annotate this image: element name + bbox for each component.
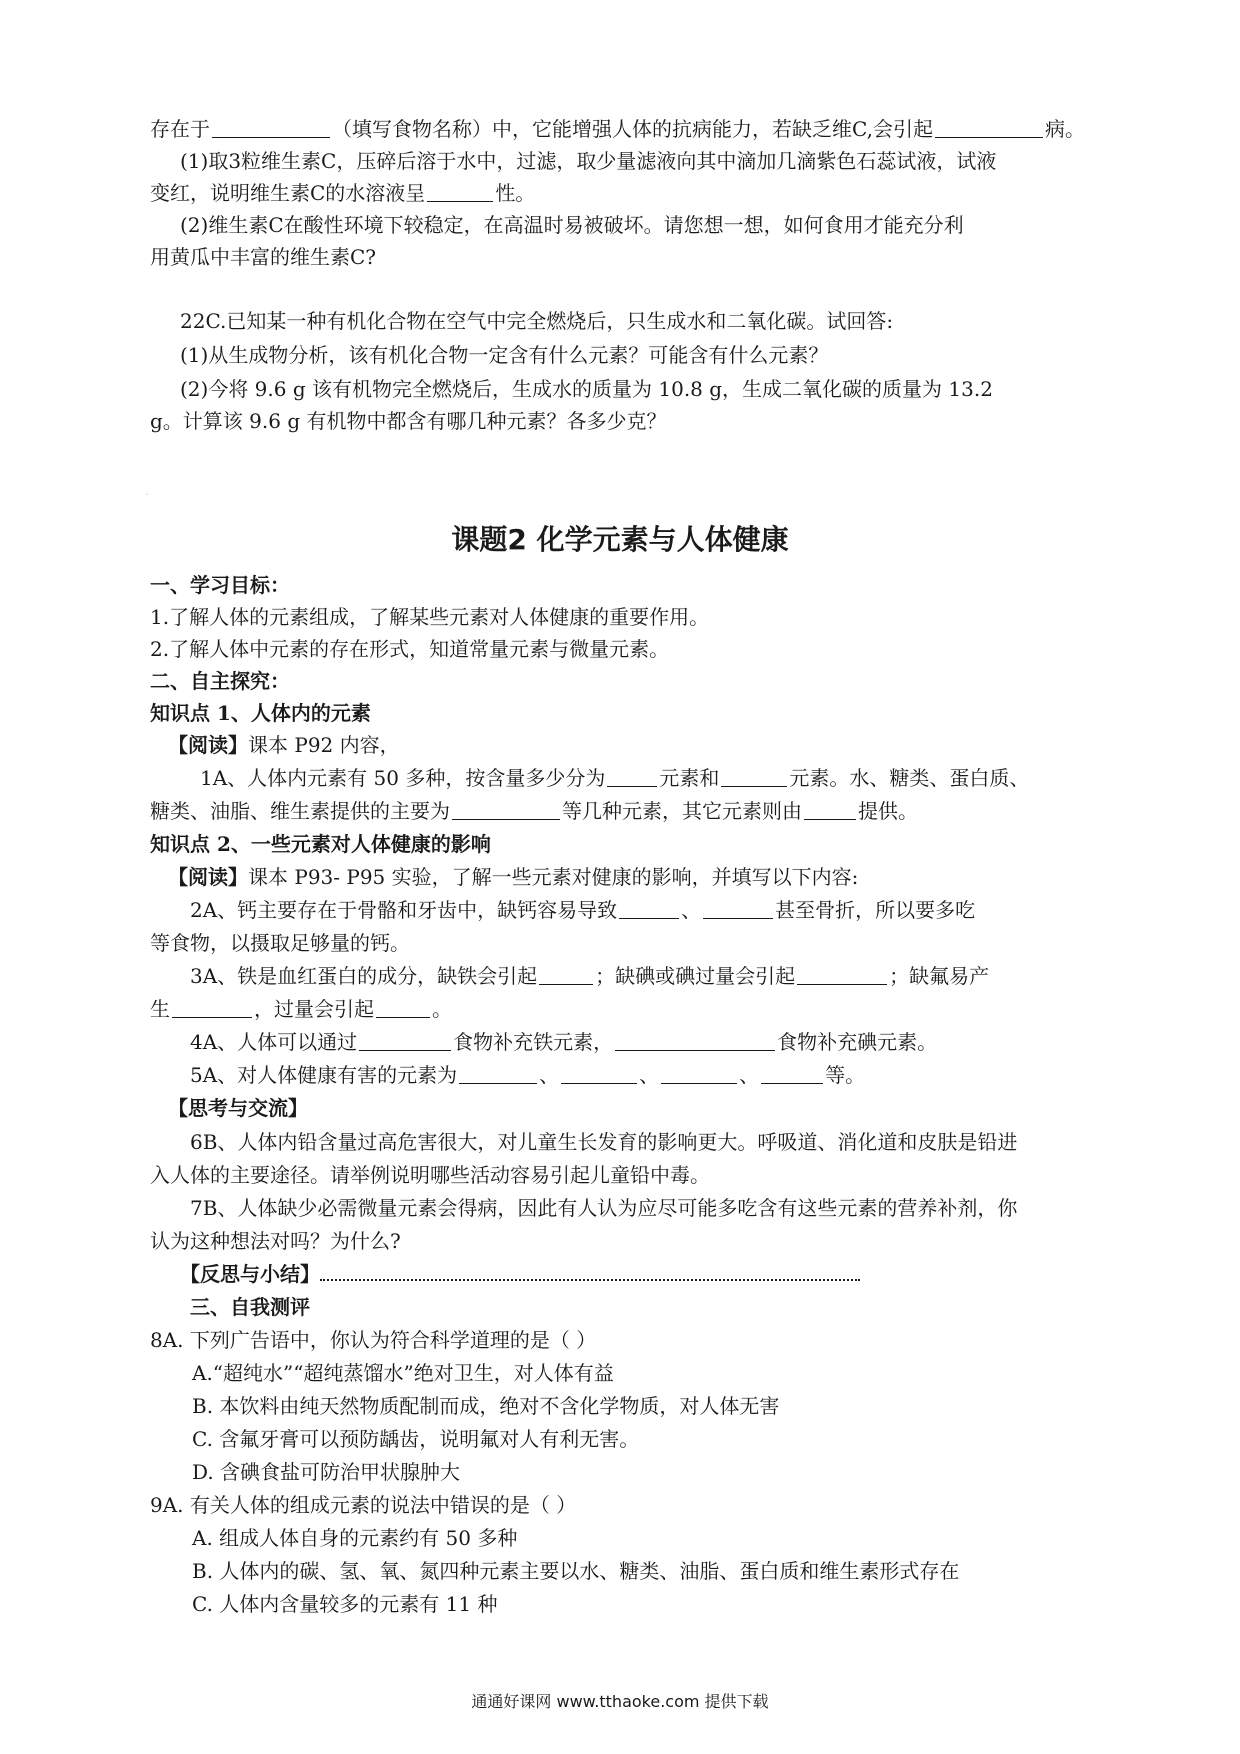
answer-blank — [721, 764, 787, 787]
answer-blank — [619, 896, 679, 919]
text: 1A、人体内元素有 50 多种，按含量多少分为 — [200, 766, 606, 790]
question-3a-cont — [150, 994, 1100, 1024]
answer-blank — [804, 797, 856, 820]
answer-blank — [561, 1061, 637, 1084]
option-9a-c: C. 人体内含量较多的元素有 11 种 — [192, 1592, 498, 1616]
text: 【阅读】 — [168, 865, 248, 889]
question-5a — [190, 1060, 1140, 1090]
section-heading-self-test: 三、自我测评 — [190, 1295, 310, 1319]
text: 甚至骨折，所以要多吃 — [775, 898, 976, 922]
question-part-1: (1)取3粒维生素C，压碎后溶于水中，过滤，取少量滤液向其中滴加几滴紫色石蕊试液，试液 — [180, 149, 997, 173]
question-3a — [190, 961, 1140, 991]
text: 病。 — [1044, 117, 1085, 141]
option-8a-a: A.“超纯水”“超纯蒸馏水”绝对卫生，对人体有益 — [192, 1361, 614, 1385]
question-8a: 8A. 下列广告语中，你认为符合科学道理的是（ ） — [150, 1328, 597, 1352]
reflection-dotted-line — [320, 1261, 860, 1281]
question-6b: 6B、人体内铅含量过高危害很大，对儿童生长发育的影响更大。呼吸道、消化道和皮肤是铅进 — [190, 1130, 1018, 1154]
page-title: 课题2 化学元素与人体健康 — [451, 523, 789, 556]
text: 课本 P93- P95 实验，了解一些元素对健康的影响，并填写以下内容: — [248, 865, 859, 889]
answer-blank — [935, 115, 1043, 138]
answer-blank — [761, 1061, 823, 1084]
question-22-intro: 22C.已知某一种有机化合物在空气中完全燃烧后，只生成水和二氧化碳。试回答: — [180, 309, 894, 333]
text: 、 — [639, 1063, 660, 1087]
vitamin-c-source-line — [150, 114, 1100, 144]
text: 【反思与小结】 — [180, 1262, 320, 1286]
answer-blank — [452, 797, 560, 820]
answer-blank — [212, 115, 330, 138]
option-9a-a: A. 组成人体自身的元素约有 50 多种 — [192, 1526, 518, 1550]
knowledge-point-2: 知识点 2、一些元素对人体健康的影响 — [150, 832, 491, 856]
question-22-part-2-cont: g。计算该 9.6 g 有机物中都含有哪几种元素？各多少克？ — [150, 409, 667, 433]
question-part-2: (2)维生素C在酸性环境下较稳定，在高温时易被破坏。请您想一想，如何食用才能充分利 — [180, 213, 964, 237]
reflection-line — [180, 1259, 1130, 1289]
option-9a-b: B. 人体内的碳、氢、氧、氮四种元素主要以水、糖类、油脂、蛋白质和维生素形式存在 — [192, 1559, 960, 1583]
option-8a-d: D. 含碘食盐可防治甲状腺肿大 — [192, 1460, 461, 1484]
answer-blank — [459, 1061, 537, 1084]
text: 等几种元素，其它元素则由 — [562, 799, 802, 823]
text: ；缺氟易产 — [889, 964, 990, 988]
answer-blank — [376, 995, 430, 1018]
option-8a-b: B. 本饮料由纯天然物质配制而成，绝对不含化学物质，对人体无害 — [192, 1394, 780, 1418]
question-2a-cont: 等食物，以摄取足够量的钙。 — [150, 931, 410, 955]
question-7b-cont: 认为这种想法对吗？为什么? — [150, 1229, 401, 1253]
question-1a — [200, 763, 1150, 793]
answer-blank — [661, 1061, 737, 1084]
text: ；缺碘或碘过量会引起 — [595, 964, 796, 988]
answer-blank — [172, 995, 252, 1018]
question-4a — [190, 1027, 1140, 1057]
text: 【阅读】 — [168, 733, 248, 757]
text: 5A、对人体健康有害的元素为 — [190, 1063, 458, 1087]
text: 、 — [681, 898, 702, 922]
text: 提供。 — [858, 799, 918, 823]
answer-blank — [539, 962, 593, 985]
question-7b: 7B、人体缺少必需微量元素会得病，因此有人认为应尽可能多吃含有这些元素的营养补剂，你 — [190, 1196, 1018, 1220]
question-part-1-cont — [150, 178, 1100, 208]
text: ，过量会引起 — [254, 997, 374, 1021]
goal-item: 2.了解人体中元素的存在形式，知道常量元素与微量元素。 — [150, 637, 670, 661]
text: 糖类、油脂、维生素提供的主要为 — [150, 799, 450, 823]
question-22-part-1: (1)从生成物分析，该有机化合物一定含有什么元素？可能含有什么元素？ — [180, 343, 829, 367]
reading-note-1 — [168, 730, 1118, 760]
section-heading-goals: 一、学习目标： — [150, 573, 290, 597]
text: 元素和 — [659, 766, 720, 790]
text: 存在于 — [150, 117, 210, 141]
text: 4A、人体可以通过 — [190, 1030, 358, 1054]
text: 2A、钙主要存在于骨骼和牙齿中，缺钙容易导致 — [190, 898, 618, 922]
stray-mark: ` — [146, 494, 149, 501]
question-part-2-cont: 用黄瓜中丰富的维生素C? — [150, 245, 377, 269]
text: 生 — [150, 997, 170, 1021]
text: 3A、铁是血红蛋白的成分，缺铁会引起 — [190, 964, 538, 988]
answer-blank — [359, 1028, 451, 1051]
answer-blank — [615, 1028, 775, 1051]
answer-blank — [703, 896, 773, 919]
question-22-part-2: (2)今将 9.6 g 该有机物完全燃烧后，生成水的质量为 10.8 g，生成二氧化碳的质量为 13.2 — [180, 377, 993, 401]
question-9a: 9A. 有关人体的组成元素的说法中错误的是（ ） — [150, 1493, 577, 1517]
question-2a — [190, 895, 1140, 925]
text: 变红，说明维生素C的水溶液呈 — [150, 181, 426, 205]
text: 课本 P92 内容， — [248, 733, 400, 757]
text: （填写食物名称）中，它能增强人体的抗病能力，若缺乏维C,会引起 — [332, 117, 933, 141]
goal-item: 1.了解人体的元素组成，了解某些元素对人体健康的重要作用。 — [150, 605, 710, 629]
text: 性。 — [495, 181, 536, 205]
footer-source: 通通好课网 www.tthaoke.com 提供下载 — [471, 1692, 769, 1711]
reading-note-2 — [168, 862, 1118, 892]
text: 等。 — [825, 1063, 866, 1087]
text: 元素。水、糖类、蛋白质、 — [789, 766, 1030, 790]
text: 食物补充铁元素， — [453, 1030, 614, 1054]
answer-blank — [607, 764, 657, 787]
think-exchange-heading: 【思考与交流】 — [168, 1096, 308, 1120]
knowledge-point-1: 知识点 1、人体内的元素 — [150, 701, 371, 725]
answer-blank — [427, 179, 493, 202]
text: 、 — [539, 1063, 560, 1087]
text: 食物补充碘元素。 — [777, 1030, 938, 1054]
text: 。 — [432, 997, 452, 1021]
question-1a-cont — [150, 796, 1100, 826]
text: 、 — [739, 1063, 760, 1087]
section-heading-explore: 二、自主探究： — [150, 669, 290, 693]
option-8a-c: C. 含氟牙膏可以预防龋齿，说明氟对人有利无害。 — [192, 1427, 640, 1451]
question-6b-cont: 入人体的主要途径。请举例说明哪些活动容易引起儿童铅中毒。 — [150, 1163, 710, 1187]
answer-blank — [797, 962, 887, 985]
